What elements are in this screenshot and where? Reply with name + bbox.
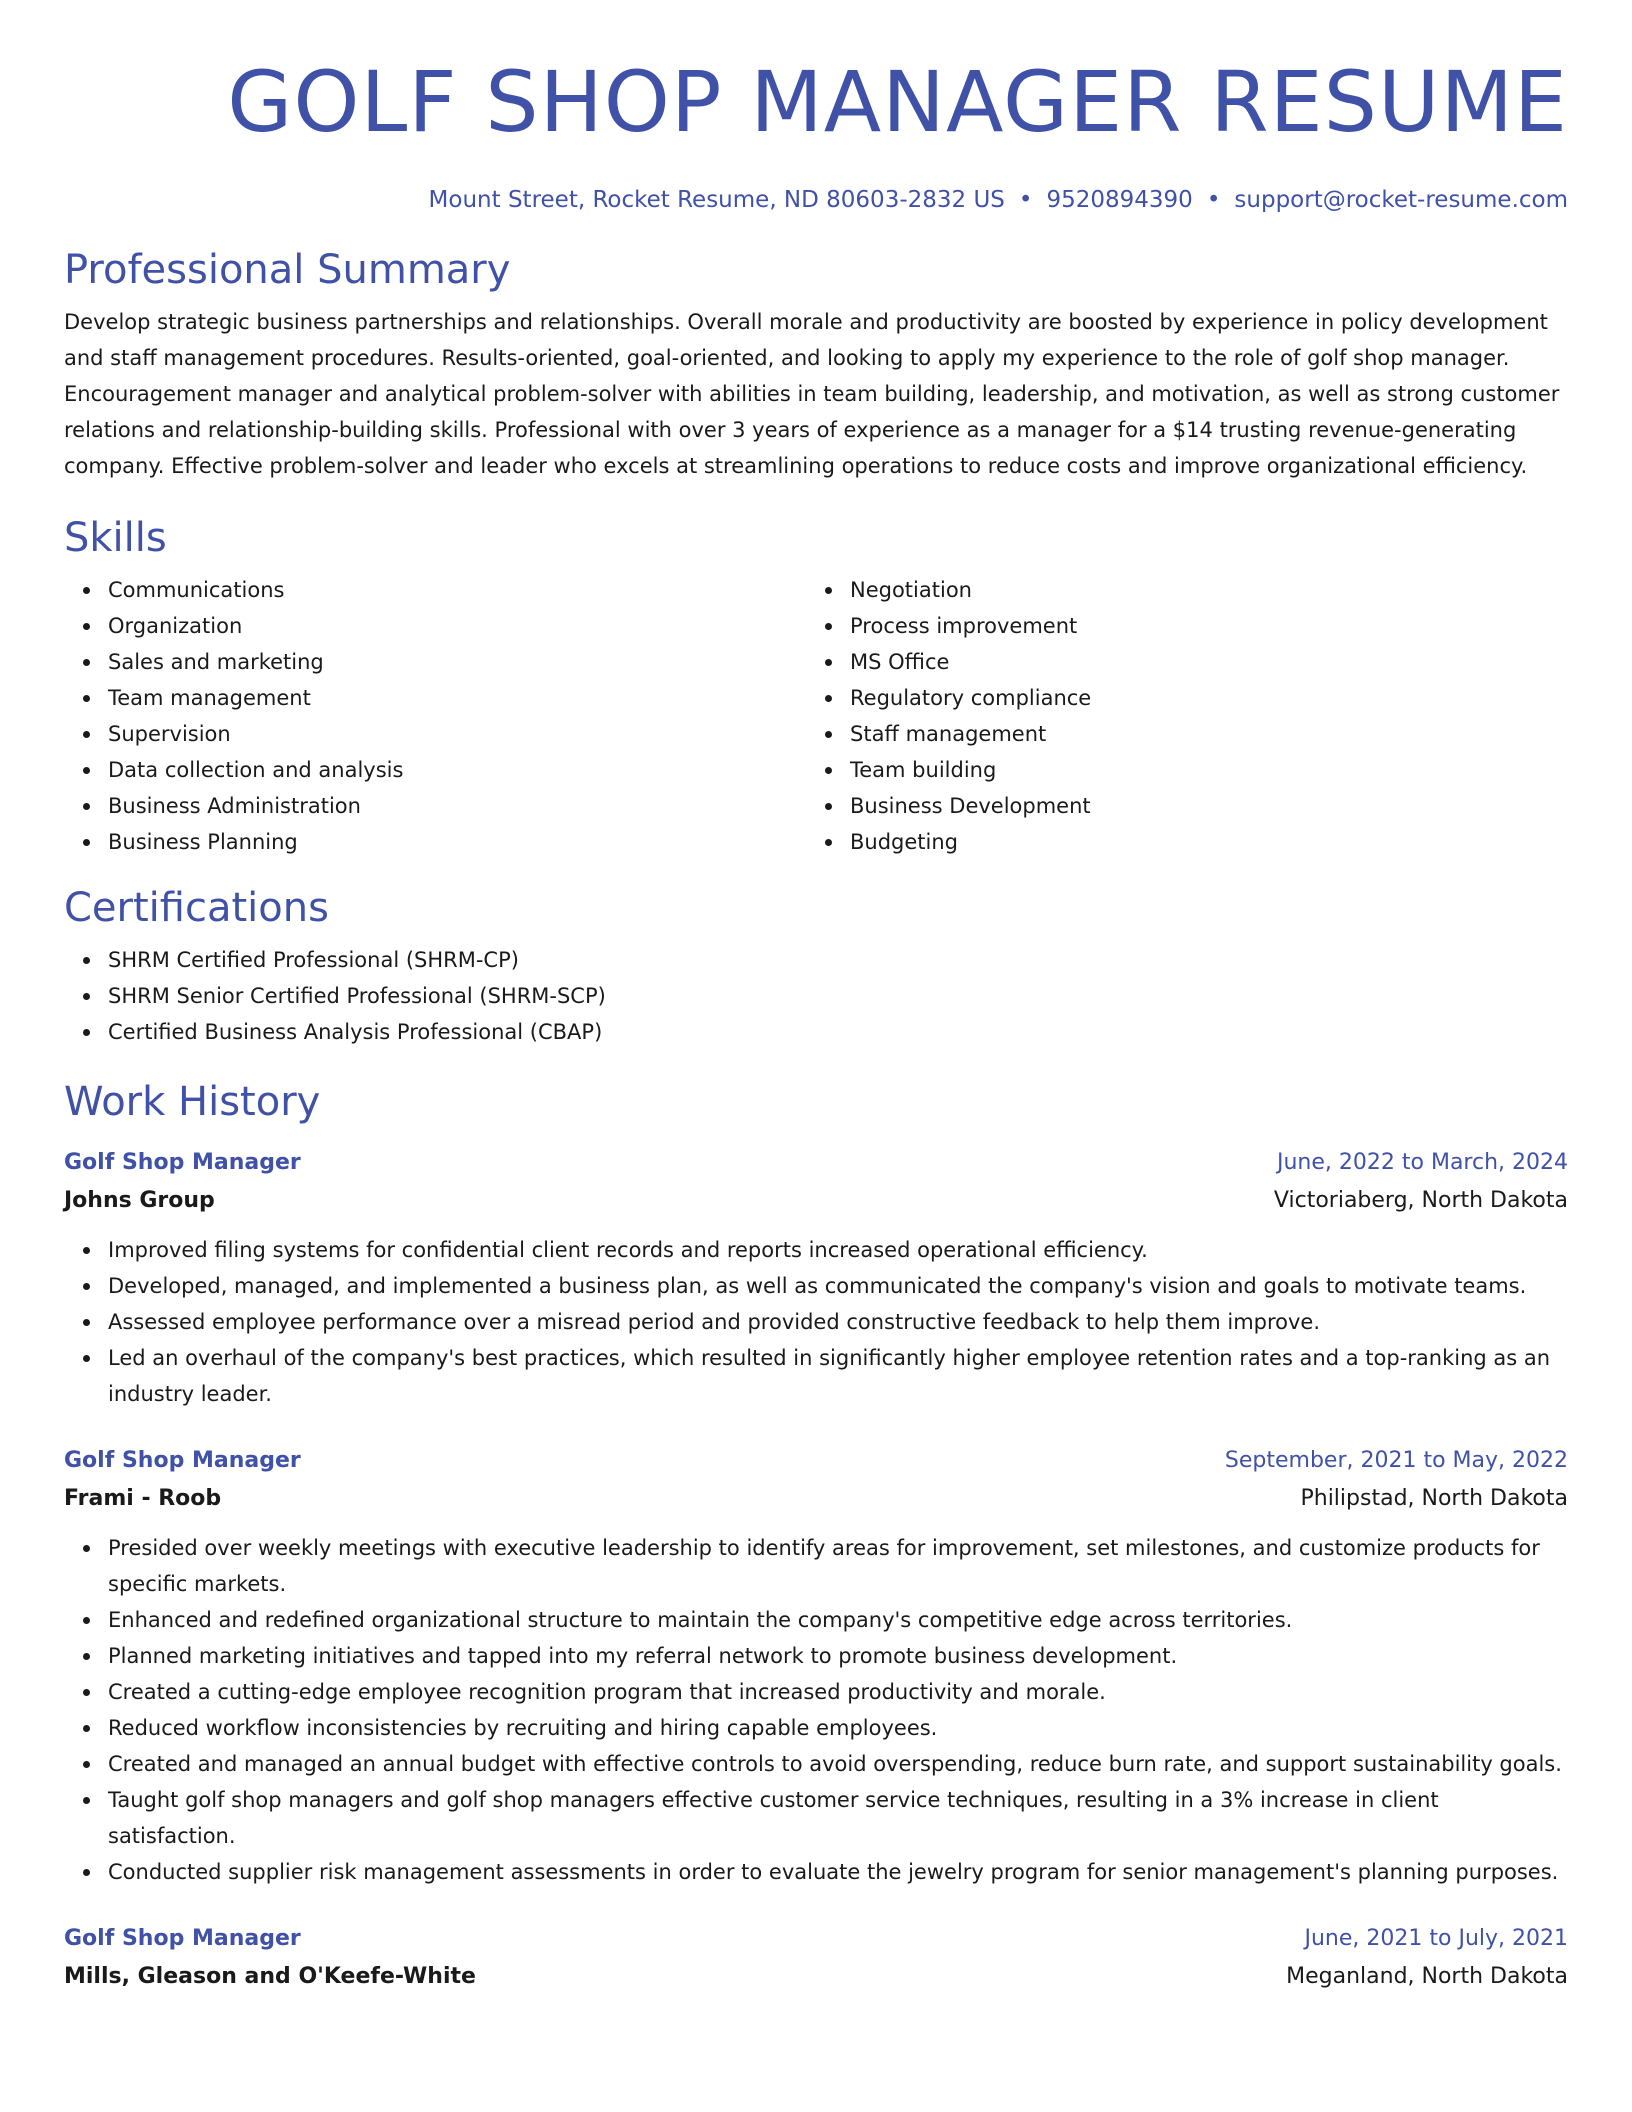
skill-item: Business Administration (108, 788, 806, 824)
skills-grid (64, 572, 1568, 860)
job-entry (64, 1442, 1568, 1890)
skill-item: Business Development (850, 788, 1548, 824)
skill-item: Team building (850, 752, 1548, 788)
job-company-row (64, 1480, 1568, 1518)
contact-separator: • (1018, 187, 1033, 213)
job-bullet: Taught golf shop managers and golf shop managers effective customer service techniques, resulting in a 3% increase in client satisfaction. (108, 1782, 1568, 1854)
skill-item: Process improvement (850, 608, 1548, 644)
skill-item: Data collection and analysis (108, 752, 806, 788)
job-bullet: Enhanced and redefined organizational structure to maintain the company's competitive edge across territories. (108, 1602, 1568, 1638)
skill-item: Supervision (108, 716, 806, 752)
job-bullets (64, 1530, 1568, 1890)
job-bullet: Created a cutting-edge employee recognition program that increased productivity and morale. (108, 1674, 1568, 1710)
certification-item: SHRM Certified Professional (SHRM-CP) (108, 942, 1568, 978)
job-bullet: Improved filing systems for confidential client records and reports increased operational efficiency. (108, 1232, 1568, 1268)
job-company: Johns Group (64, 1188, 215, 1213)
job-company-row (64, 1182, 1568, 1220)
job-bullet: Assessed employee performance over a misread period and provided constructive feedback to help them improve. (108, 1304, 1568, 1340)
contact-phone: 9520894390 (1046, 187, 1193, 213)
skill-item: Staff management (850, 716, 1548, 752)
job-company-row (64, 1958, 1568, 1996)
job-location: Philipstad, North Dakota (1300, 1486, 1568, 1511)
skill-item: Budgeting (850, 824, 1548, 860)
job-entry (64, 1920, 1568, 1996)
contact-email[interactable]: support@rocket-resume.com (1234, 187, 1568, 213)
job-bullet: Presided over weekly meetings with executive leadership to identify areas for improvement, set milestones, and customize products for specific markets. (108, 1530, 1568, 1602)
skill-item: Negotiation (850, 572, 1548, 608)
contact-address: Mount Street, Rocket Resume, ND 80603-2832 US (428, 187, 1005, 213)
job-bullet: Reduced workflow inconsistencies by recruiting and hiring capable employees. (108, 1710, 1568, 1746)
job-bullet: Led an overhaul of the company's best practices, which resulted in significantly higher employee retention rates and a top-ranking as an industry leader. (108, 1340, 1568, 1412)
skill-item: Business Planning (108, 824, 806, 860)
skill-item: MS Office (850, 644, 1548, 680)
job-location: Meganland, North Dakota (1286, 1964, 1568, 1989)
skills-heading: Skills (64, 515, 167, 561)
job-bullet: Created and managed an annual budget with effective controls to avoid overspending, reduce burn rate, and support sustainability goals. (108, 1746, 1568, 1782)
job-dates: June, 2021 to July, 2021 (1304, 1926, 1568, 1951)
certification-item: Certified Business Analysis Professional (CBAP) (108, 1014, 1568, 1050)
job-dates: June, 2022 to March, 2024 (1277, 1150, 1568, 1175)
job-header-row (64, 1920, 1568, 1958)
job-title: Golf Shop Manager (64, 1150, 301, 1175)
job-entry (64, 1144, 1568, 1412)
summary-text: Develop strategic business partnerships and relationships. Overall morale and productivity are boosted by experience in policy development and staff management procedures. Results-oriented, goal-oriented, and looking to apply my experience to the role of golf shop manager. Encouragement manager and analytical problem-solver with abilities in team building, leadership, and motivation, as well as strong customer relations and relationship-building skills. Professional with over 3 years of experience as a manager for a $14 trusting revenue-generating company. Effective problem-solver and leader who excels at streamlining operations to reduce costs and improve organizational efficiency. (64, 310, 1560, 478)
contact-line (64, 184, 1568, 216)
certifications-list (64, 942, 1568, 1050)
skill-item: Organization (108, 608, 806, 644)
work-history-heading: Work History (64, 1079, 321, 1125)
skills-column-left (64, 572, 806, 860)
resume-title: GOLF SHOP MANAGER RESUME (227, 53, 1568, 151)
job-dates: September, 2021 to May, 2022 (1224, 1448, 1568, 1473)
contact-separator: • (1206, 187, 1221, 213)
skill-item: Team management (108, 680, 806, 716)
skills-column-right (806, 572, 1548, 860)
job-header-row (64, 1442, 1568, 1480)
skill-item: Sales and marketing (108, 644, 806, 680)
job-title: Golf Shop Manager (64, 1448, 301, 1473)
certification-item: SHRM Senior Certified Professional (SHRM-SCP) (108, 978, 1568, 1014)
job-bullet: Planned marketing initiatives and tapped into my referral network to promote business development. (108, 1638, 1568, 1674)
job-company: Frami - Roob (64, 1486, 222, 1511)
summary-heading: Professional Summary (64, 247, 511, 293)
job-bullet: Developed, managed, and implemented a business plan, as well as communicated the company's vision and goals to motivate teams. (108, 1268, 1568, 1304)
resume-page (64, 0, 1568, 1996)
job-header-row (64, 1144, 1568, 1182)
skill-item: Communications (108, 572, 806, 608)
job-bullet: Conducted supplier risk management assessments in order to evaluate the jewelry program for senior management's planning purposes. (108, 1854, 1568, 1890)
job-company: Mills, Gleason and O'Keefe-White (64, 1964, 476, 1989)
skill-item: Regulatory compliance (850, 680, 1548, 716)
certifications-heading: Certifications (64, 885, 329, 931)
job-bullets (64, 1232, 1568, 1412)
job-location: Victoriaberg, North Dakota (1273, 1188, 1568, 1213)
job-title: Golf Shop Manager (64, 1926, 301, 1951)
